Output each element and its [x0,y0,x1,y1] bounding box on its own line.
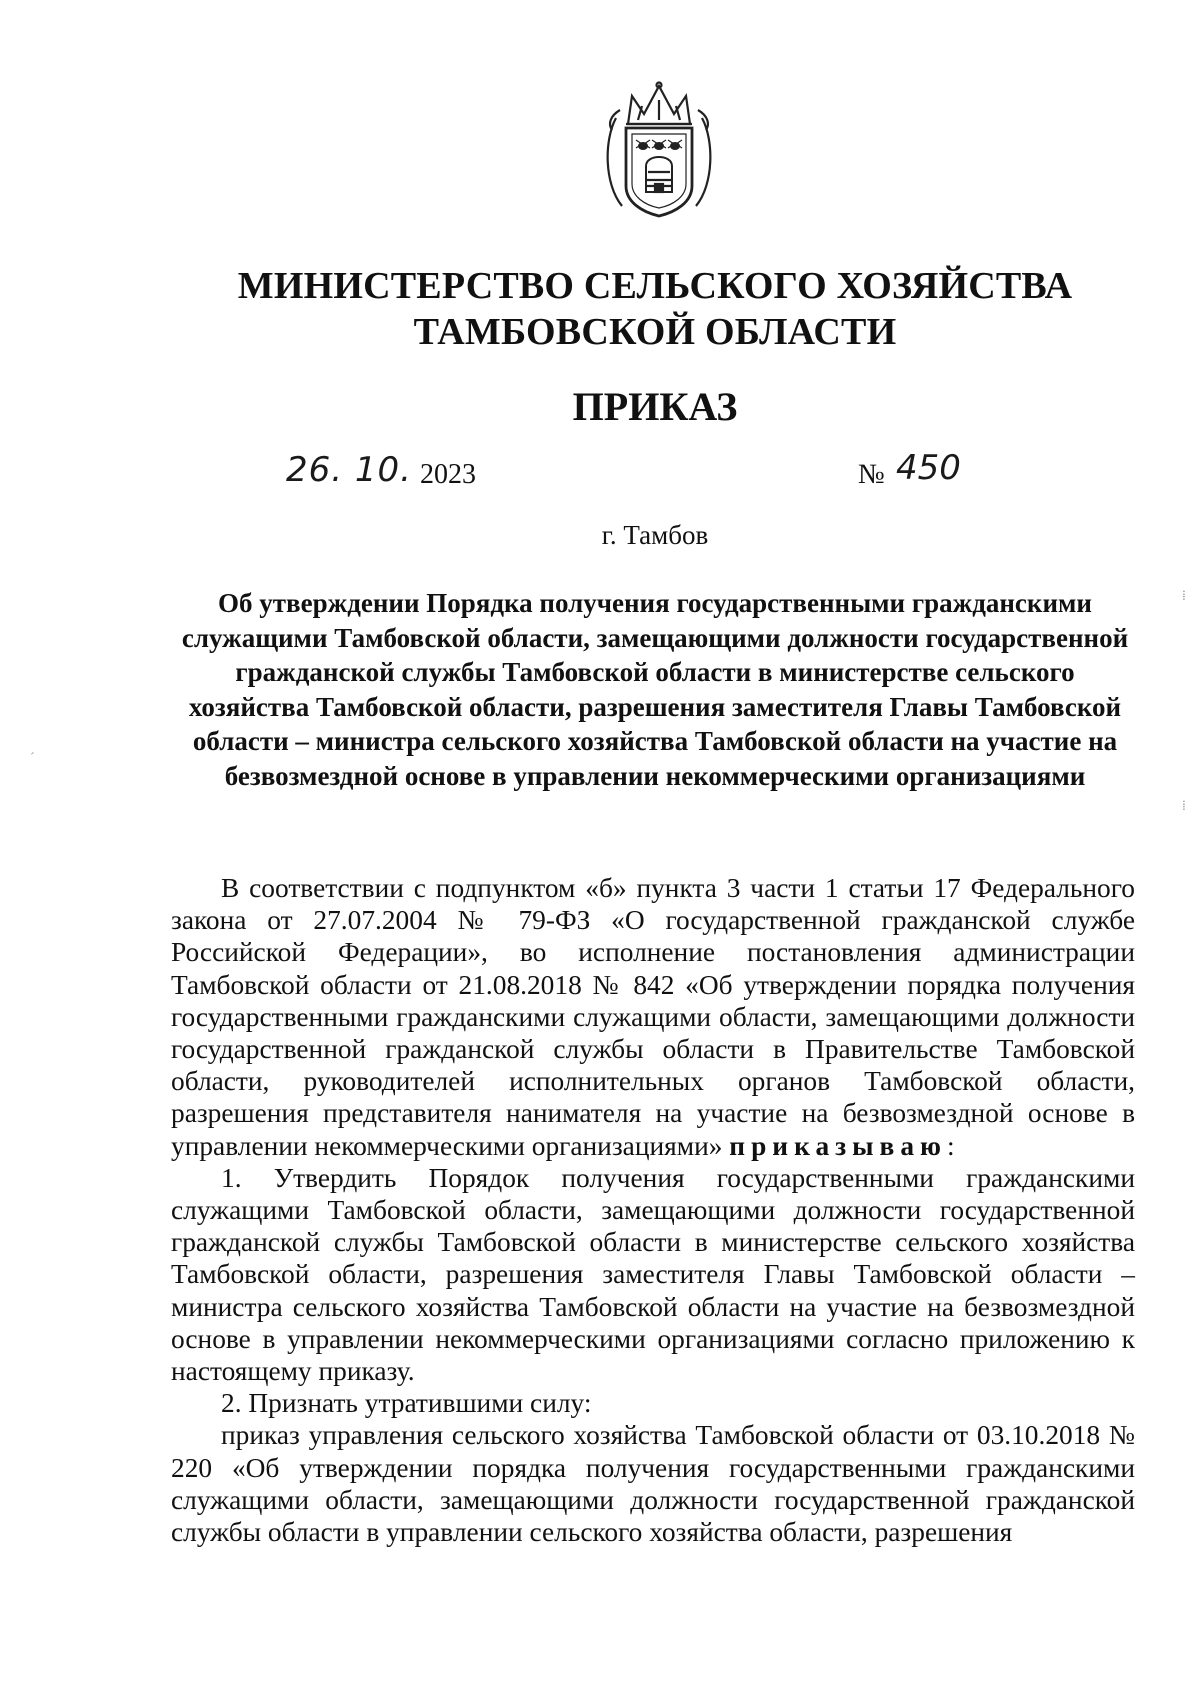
date-year: 2023 [420,459,476,490]
ministry-name-line2: ТАМБОВСКОЙ ОБЛАСТИ [413,311,897,353]
item-2-subitem: приказ управления сельского хозяйства Тамбовской области от 03.10.2018 № 220 «Об утверждении порядка получения государственными гражданскими служащими области, замещающими должности государственной гражданской службы области в управлении сельского хозяйства области, разрешения [171,1420,1135,1548]
scan-mark: ⁞ [1182,799,1186,814]
order-word: приказываю [729,1130,947,1161]
number-sign: № [858,459,885,490]
scan-mark: ˊ [30,751,35,766]
preamble-paragraph [171,872,1135,1162]
document-type: ПРИКАЗ [572,384,738,429]
item-1: 1. Утвердить Порядок получения государственными гражданскими служащими Тамбовской области, замещающими должности государственной гражданской службы Тамбовской области в министерстве сельского хозяйства Тамбовской области, разрешения заместителя Главы Тамбовской области – министра сельского хозяйства Тамбовской области на участие на безвозмездной основе в управлении некоммерческими организациями согласно приложению к настоящему приказу. [171,1162,1135,1387]
item-2: 2. Признать утратившими силу: [221,1388,592,1419]
order-subject: Об утверждении Порядка получения государственными гражданскими служащими Тамбовской области, замещающими должности государственной гражданской службы Тамбовской области в министерстве сельского хозяйства Тамбовской области, разрешения заместителя Главы Тамбовской области – министра сельского хозяйства Тамбовской области на участие на безвозмездной основе в управлении некоммерческими организациями [181,588,1129,791]
handwritten-date: 26. 10. [286,450,412,490]
ministry-name [160,263,1150,355]
ministry-name-line1: МИНИСТЕРСТВО СЕЛЬСКОГО ХОЗЯЙСТВА [237,265,1073,307]
order-colon: : [946,1130,955,1161]
handwritten-number: 450 [896,448,961,488]
tambov-coat-of-arms-icon [598,80,720,220]
preamble-text: В соответствии с подпунктом «б» пункта 3 части 1 статьи 17 Федерального закона от 27.07.2004 № 79-ФЗ «О государственной гражданской службе Российской Федерации», во исполнение постановления администрации Тамбовской области от 21.08.2018 № 842 «Об утверждении порядка получения государственными гражданскими служащими области, замещающими должности государственной гражданской службы области в Правительстве Тамбовской области, руководителей исполнительных органов Тамбовской области, разрешения представителя нанимателя на участие на безвозмездной основе в управлении некоммерческими организациями» [171,873,1135,1161]
city: г. Тамбов [601,520,709,550]
date-number-row [0,448,1200,498]
order-body [171,872,1135,1548]
scan-mark: ⁞ [1182,589,1186,604]
